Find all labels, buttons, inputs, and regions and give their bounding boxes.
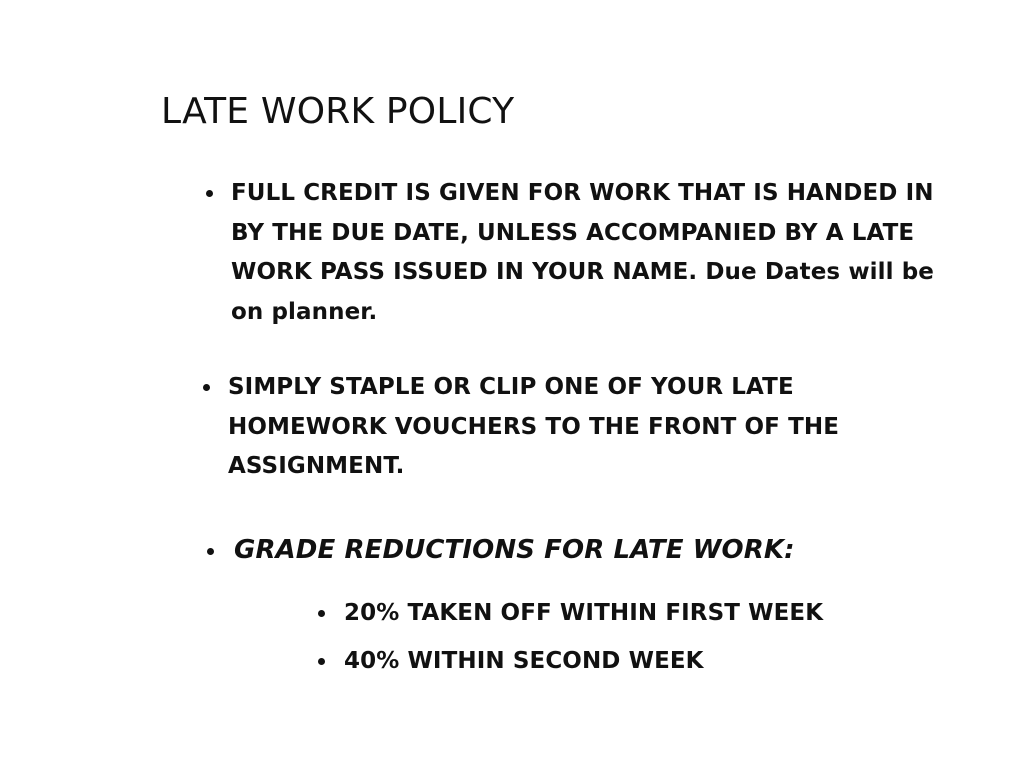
sub-bullet-item <box>344 596 944 630</box>
bullet-item <box>231 174 961 332</box>
bullet-item <box>234 530 934 570</box>
sub-bullet-item <box>344 644 944 678</box>
bullet-text: FULL CREDIT IS GIVEN FOR WORK THAT IS HANDED IN BY THE DUE DATE, UNLESS ACCOMPANIED BY A LATE WORK PASS ISSUED IN YOUR NAME. Due Dates will be on planner. <box>231 180 934 325</box>
bullet-dot-icon <box>318 658 325 665</box>
bullet-dot-icon <box>203 384 210 391</box>
sub-bullet-text: 20% TAKEN OFF WITHIN FIRST WEEK <box>344 600 824 626</box>
bullet-dot-icon <box>206 190 213 197</box>
bullet-text: SIMPLY STAPLE OR CLIP ONE OF YOUR LATE HOMEWORK VOUCHERS TO THE FRONT OF THE ASSIGNMENT. <box>228 374 840 479</box>
bullet-text: GRADE REDUCTIONS FOR LATE WORK: <box>234 535 795 565</box>
sub-bullet-text: 40% WITHIN SECOND WEEK <box>344 648 704 674</box>
slide-title: LATE WORK POLICY <box>161 91 515 132</box>
bullet-item <box>228 368 878 487</box>
bullet-dot-icon <box>207 548 214 555</box>
bullet-dot-icon <box>318 610 325 617</box>
